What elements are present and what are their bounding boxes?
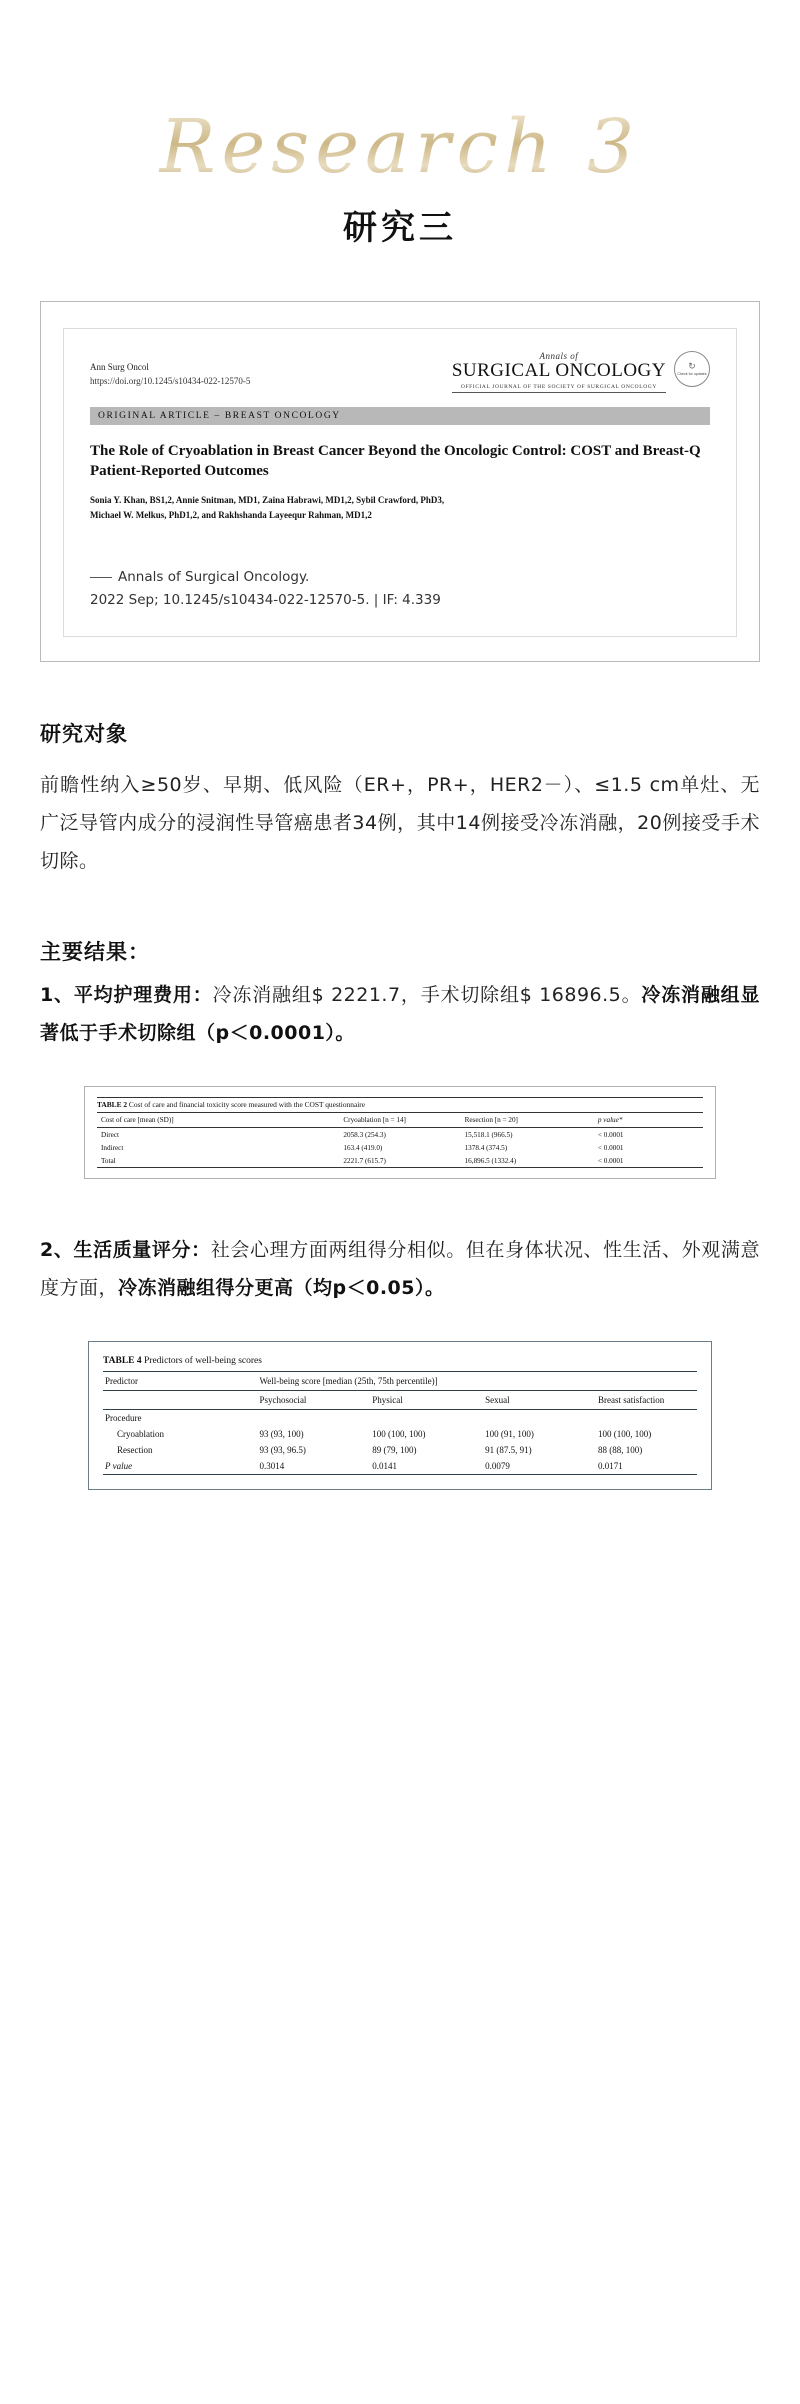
result-item-1 (40, 976, 760, 1052)
table-2-r0-c3: < 0.0001 (597, 1130, 624, 1139)
check-for-updates-icon (674, 351, 710, 387)
table-4-empty-3 (483, 1410, 596, 1427)
table-4-r1-c4: 88 (88, 100) (598, 1445, 643, 1456)
result-1-text: 冷冻消融组$ 2221.7，手术切除组$ 16896.5。 (212, 984, 642, 1007)
table-4-col-0: Predictor (103, 1372, 257, 1391)
table-2-r2-c2: 16,896.5 (1332.4) (461, 1154, 594, 1168)
result-1-emphasis: 冷冻消融组显著低于手术切除组（p＜0.0001）。 (40, 984, 760, 1045)
table-2-r1-c2: 1378.4 (374.5) (464, 1143, 508, 1152)
table-4-r0-c1: 93 (93, 100) (259, 1429, 304, 1440)
page-title-chinese: 研究三 (343, 208, 457, 248)
citation-journal: Annals of Surgical Oncology. (118, 569, 310, 586)
table-4-col-2: Physical (370, 1391, 483, 1410)
table-2-col-3: p value* (594, 1113, 703, 1128)
paper-masthead (90, 351, 710, 393)
paper-citation (90, 566, 710, 612)
table-2-caption (97, 1097, 703, 1113)
journal-logo-top: Annals of (539, 351, 579, 361)
table-4-col-4: Breast satisfaction (596, 1391, 697, 1410)
table-row (97, 1141, 703, 1154)
article-type-band: ORIGINAL ARTICLE – BREAST ONCOLOGY (90, 407, 710, 425)
journal-logo (452, 351, 666, 393)
table-4-r1-c2: 89 (79, 100) (372, 1445, 417, 1456)
paper-authors-line-2: Michael W. Melkus, PhD1,2, and Rakhshanda Layeequr Rahman, MD1,2 (90, 509, 372, 520)
journal-name-short: Ann Surg Oncol (90, 362, 149, 372)
table-4-label: TABLE 4 (103, 1356, 142, 1367)
subjects-text: 前瞻性纳入≥50岁、早期、低风险（ER+，PR+，HER2－）、≤1.5 cm单灶、无广泛导管内成分的浸润性导管癌患者34例，其中14例接受冷冻消融，20例接受手术切除。 (40, 774, 760, 873)
table-2-col-1: Cryoablation [n = 14] (339, 1113, 460, 1128)
table-2-col-2: Resection [n = 20] (461, 1113, 594, 1128)
table-4-empty-1 (257, 1410, 370, 1427)
citation-journal-line (90, 566, 710, 589)
figure-table-2 (84, 1086, 716, 1179)
table-4-r1-c0: Resection (117, 1445, 153, 1456)
table-2-col-0: Cost of care [mean (SD)] (97, 1113, 339, 1128)
section-results (40, 936, 760, 1490)
paper-card (40, 301, 760, 662)
table-row (103, 1426, 697, 1442)
result-2-label: 2、生活质量评分： (40, 1239, 211, 1262)
table-4-group-header-row (103, 1372, 697, 1391)
check-for-updates-label: Check for updates (677, 371, 707, 376)
table-4-r0-c2: 100 (100, 100) (372, 1429, 426, 1440)
journal-logo-main: SURGICAL ONCOLOGY (451, 360, 666, 381)
table-4-empty-2 (370, 1410, 483, 1427)
subjects-heading: 研究对象 (40, 722, 128, 747)
table-4-header-row (103, 1391, 697, 1410)
table-4-r1-c3: 91 (87.5, 91) (485, 1445, 532, 1456)
table-2-r2-c1: 2221.7 (615.7) (339, 1154, 460, 1168)
citation-details: 2022 Sep; 10.1245/s10434-022-12570-5. | IF: 4.339 (90, 592, 441, 609)
table-2-r2-c0: Total (97, 1154, 339, 1168)
paper-authors-line-1: Sonia Y. Khan, BS1,2, Annie Snitman, MD1, Zaina Habrawi, MD1,2, Sybil Crawford, PhD3, (90, 495, 445, 506)
table-2-r0-c0: Direct (101, 1130, 119, 1139)
dash-icon (90, 577, 112, 578)
table-4-r0-c4: 100 (100, 100) (598, 1429, 652, 1440)
table-4-col-1: Psychosocial (257, 1391, 370, 1410)
table-row (103, 1442, 697, 1458)
table-4-title: Predictors of well-being scores (144, 1356, 262, 1367)
refresh-icon: ↻ (688, 360, 696, 371)
journal-doi: https://doi.org/10.1245/s10434-022-12570-5 (90, 375, 251, 386)
result-2-emphasis: 冷冻消融组得分更高（均p＜0.05）。 (118, 1277, 445, 1300)
journal-logo-group (452, 351, 710, 393)
table-4-col-blank (103, 1391, 257, 1410)
table-4-r2-c1: 0.3014 (257, 1458, 370, 1475)
table-2-header-row (97, 1113, 703, 1128)
table-2-r1-c3: < 0.0001 (597, 1143, 624, 1152)
table-4-empty-4 (596, 1410, 697, 1427)
table-2-label: TABLE 2 (97, 1100, 128, 1110)
paper-title: The Role of Cryoablation in Breast Cancer Beyond the Oncologic Control: COST and Breast-Q Patient-Reported Outcomes (90, 442, 701, 480)
bottom-spacer (40, 1490, 760, 1560)
table-2-r1-c1: 163.4 (419.0) (343, 1143, 383, 1152)
table-4-r2-c4: 0.0171 (596, 1458, 697, 1475)
table-2-r0-c1: 2058.3 (254.3) (343, 1130, 386, 1139)
table-2-r0-c2: 15,518.1 (966.5) (464, 1130, 513, 1139)
page-header (40, 0, 760, 249)
table-2-r1-c0: Indirect (101, 1143, 124, 1152)
paper-authors (90, 493, 710, 522)
table-4-caption (103, 1354, 697, 1372)
table-row (97, 1128, 703, 1142)
table-row (103, 1410, 697, 1427)
table-4-r0-c0: Cryoablation (117, 1429, 164, 1440)
table-4-r2-c2: 0.0141 (370, 1458, 483, 1475)
page-title-script: Research 3 (40, 110, 760, 184)
result-1-label: 1、平均护理费用： (40, 984, 213, 1007)
table-4-r1-c1: 93 (93, 96.5) (259, 1445, 306, 1456)
result-item-2 (40, 1231, 760, 1307)
journal-reference (90, 351, 250, 388)
paper-card-inner (63, 328, 737, 637)
table-4-group-header: Well-being score [median (25th, 75th percentile)] (257, 1372, 697, 1391)
table-row (97, 1154, 703, 1168)
table-4-section-label: Procedure (105, 1413, 142, 1424)
journal-logo-subtitle: OFFICIAL JOURNAL OF THE SOCIETY OF SURGICAL ONCOLOGY (460, 383, 657, 390)
table-4-r2-c0: P value (103, 1458, 257, 1475)
table-4-r0-c3: 100 (91, 100) (485, 1429, 534, 1440)
table-4-col-3: Sexual (483, 1391, 596, 1410)
table-2-title: Cost of care and financial toxicity score measured with the COST questionnaire (128, 1100, 366, 1110)
results-heading: 主要结果： (40, 940, 150, 965)
table-2 (97, 1097, 703, 1168)
result-2-text: 社会心理方面两组得分相似。但在身体状况、性生活、外观满意度方面， (40, 1239, 760, 1300)
table-row (103, 1458, 697, 1475)
table-4 (103, 1354, 697, 1475)
table-4-r2-c3: 0.0079 (483, 1458, 596, 1475)
section-subjects (40, 718, 760, 880)
figure-table-4 (88, 1341, 712, 1490)
table-2-r2-c3: < 0.0001 (594, 1154, 703, 1168)
